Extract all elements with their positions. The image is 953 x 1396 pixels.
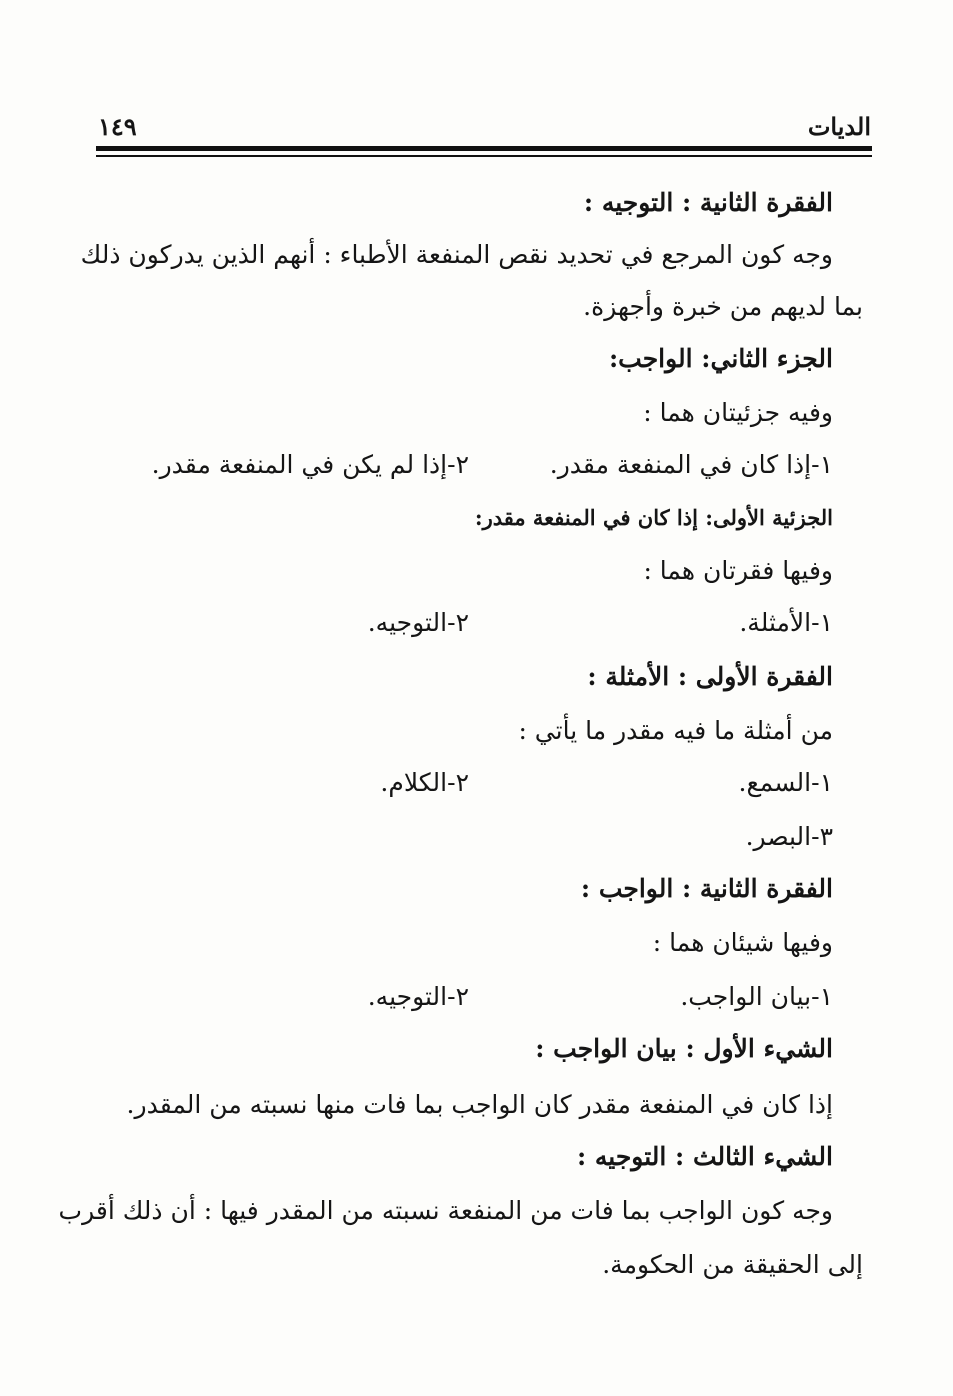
- running-header-title: الديات: [807, 112, 871, 141]
- paragraph-line: وفيها شيئان هما :: [652, 928, 833, 957]
- paragraph-line: وفيها فقرتان هما :: [643, 556, 833, 585]
- list-item: ١-الأمثلة.: [739, 608, 833, 637]
- paragraph-line: وفيه جزئيتان هما :: [643, 398, 833, 427]
- list-item: ١-السمع.: [738, 768, 833, 797]
- heading-obligation: الفقرة الثانية : الواجب :: [580, 874, 833, 903]
- header-rule-thick: [96, 146, 872, 151]
- subheading-first-part: الجزئية الأولى: إذا كان في المنفعة مقدر:: [474, 505, 833, 530]
- list-item: ٢-إذا لم يكن في المنفعة مقدر.: [151, 450, 469, 479]
- heading-directive: الفقرة الثانية : التوجيه :: [583, 188, 833, 217]
- paragraph-line: إلى الحقيقة من الحكومة.: [602, 1250, 863, 1279]
- paragraph-line: إذا كان في المنفعة مقدر كان الواجب بما فات منها نسبته من المقدر.: [126, 1090, 833, 1119]
- paragraph-line: من أمثلة ما فيه مقدر ما يأتي :: [518, 716, 833, 745]
- heading-part-two: الجزء الثاني: الواجب:: [608, 344, 833, 373]
- list-item: ١-إذا كان في المنفعة مقدر.: [549, 450, 833, 479]
- list-item: ٢-الكلام.: [380, 768, 469, 797]
- list-item: ٣-البصر.: [745, 822, 833, 851]
- paragraph-line: وجه كون المرجع في تحديد نقص المنفعة الأطباء : أنهم الذين يدركون ذلك: [80, 240, 833, 269]
- heading-first-thing: الشيء الأول : بيان الواجب :: [535, 1034, 833, 1063]
- list-item: ٢-التوجيه.: [367, 982, 469, 1011]
- page-number: ١٤٩: [98, 112, 137, 141]
- paragraph-line: وجه كون الواجب بما فات من المنفعة نسبته من المقدر فيها : أن ذلك أقرب: [58, 1196, 833, 1225]
- heading-third-thing: الشيء الثالث : التوجيه :: [576, 1142, 833, 1171]
- list-item: ١-بيان الواجب.: [680, 982, 833, 1011]
- list-item: ٢-التوجيه.: [367, 608, 469, 637]
- header-rule-thin: [96, 155, 872, 157]
- paragraph-line: بما لديهم من خبرة وأجهزة.: [583, 292, 863, 321]
- heading-examples: الفقرة الأولى : الأمثلة :: [587, 662, 833, 691]
